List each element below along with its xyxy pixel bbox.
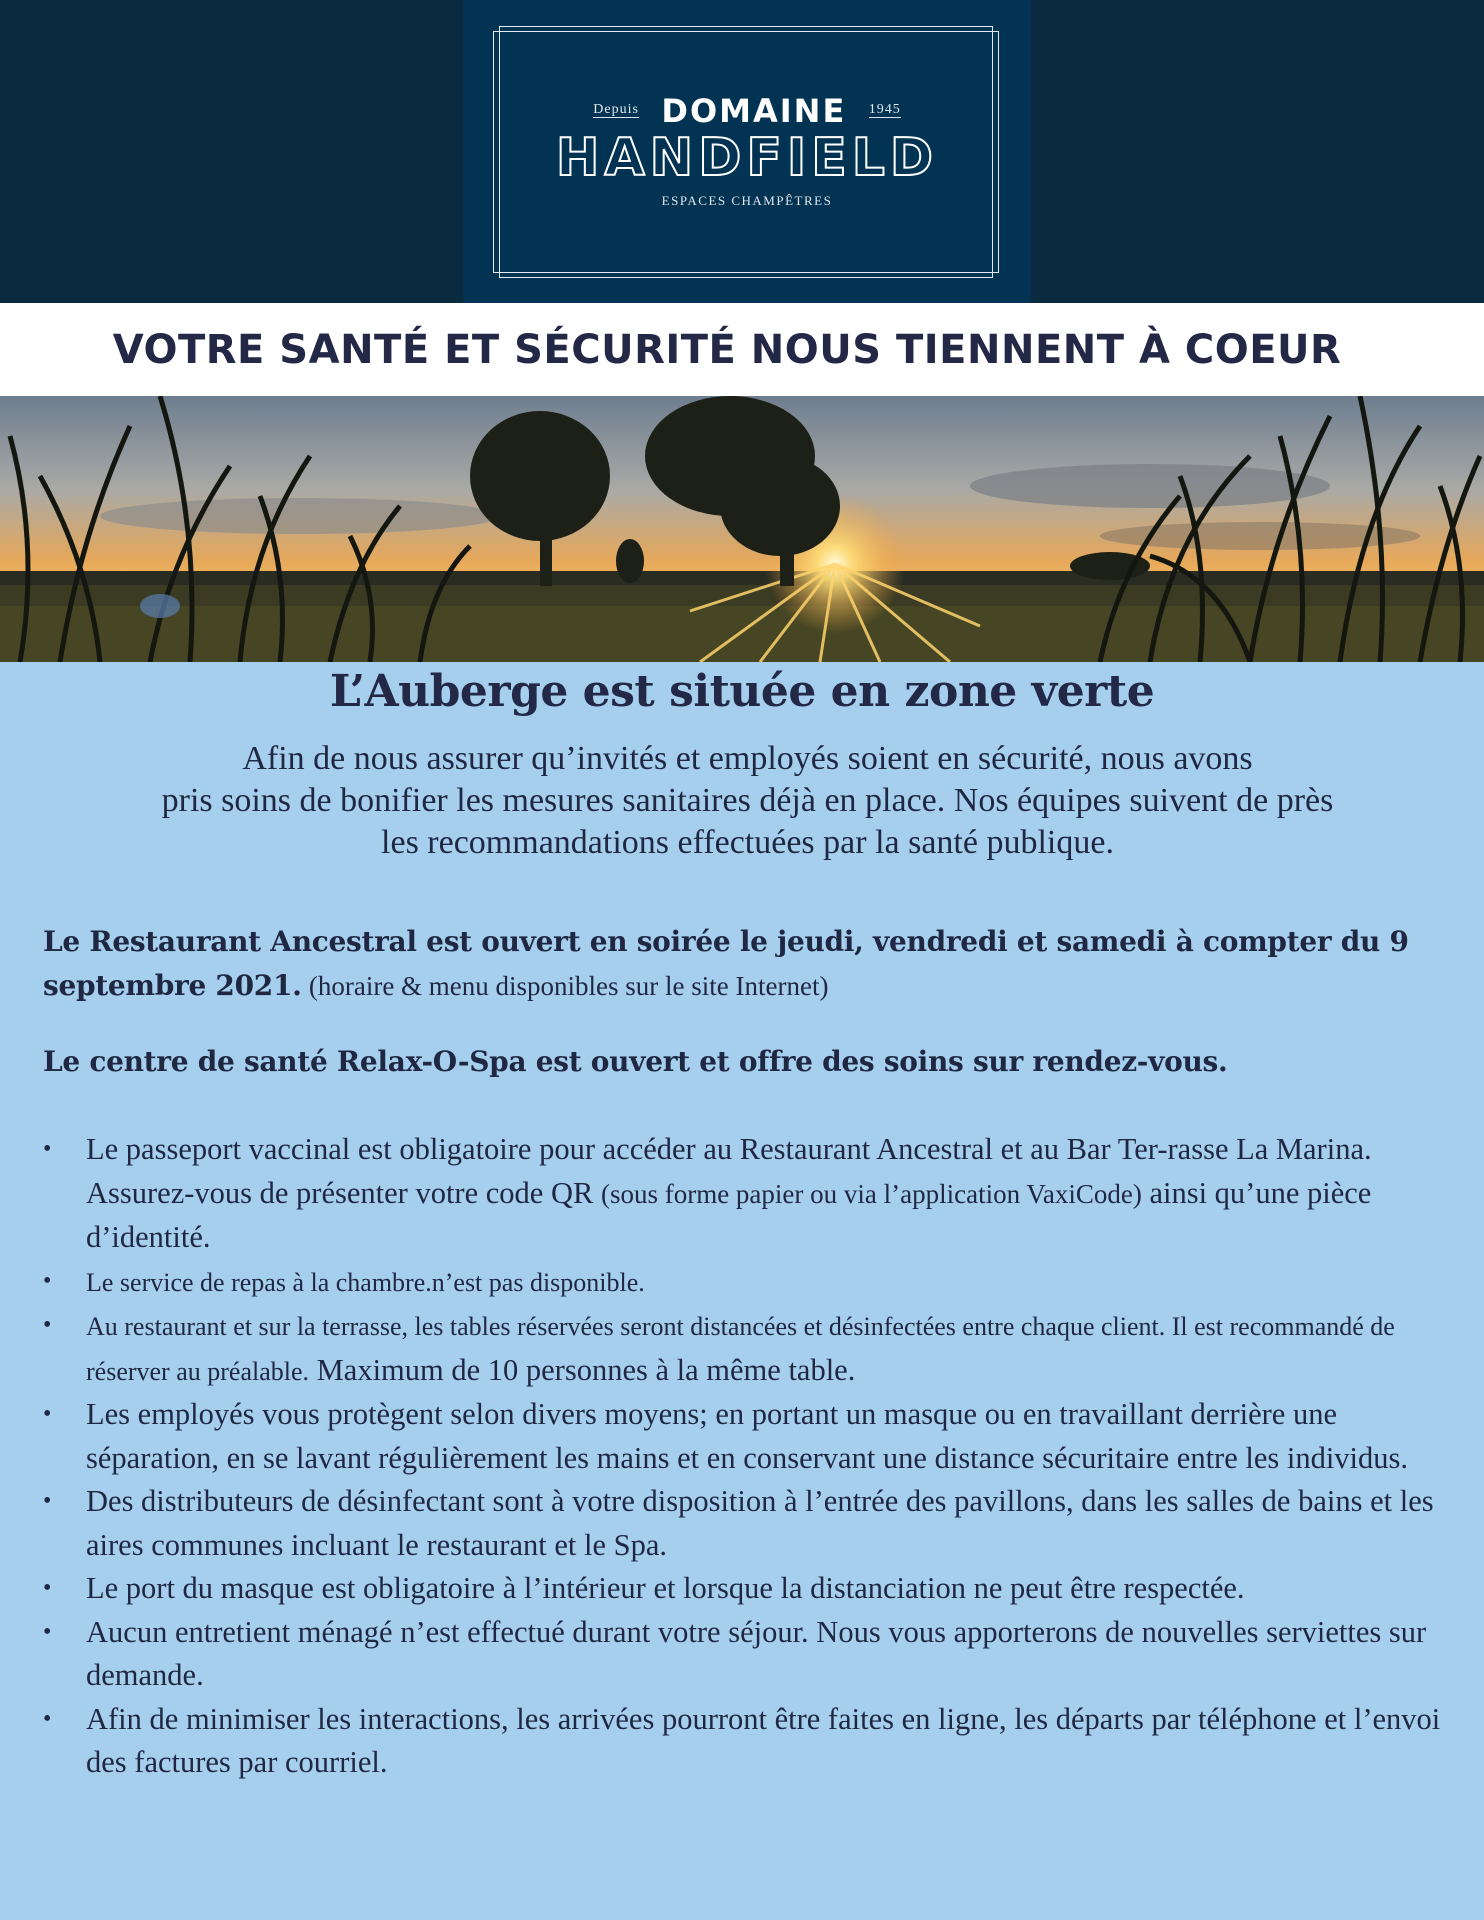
bullet-text: Les employés vous protègent selon divers moyens; en portant un masque ou en travaillant derrière une séparation, en se lavant régulièrement les mains et en conservant une distance sécuritaire entre les individus. [86, 1397, 1409, 1475]
logo-since-label: Depuis [593, 102, 639, 117]
restaurant-hours-text: Le Restaurant Ancestral est ouvert en soirée le jeudi, vendredi et samedi à compter du 9 septembre 2021. [43, 925, 1409, 1002]
bullet-icon: • [43, 1705, 52, 1732]
list-item [43, 1260, 1463, 1305]
list-item [43, 1567, 1463, 1611]
spa-paragraph [43, 1040, 1463, 1084]
bullet-text: Aucun entretient ménagé n’est effectué durant votre séjour. Nous vous apporterons de nouvelles serviettes sur demande. [86, 1614, 1427, 1692]
intro-paragraph [40, 738, 1455, 864]
intro-line-2: pris soins de bonifier les mesures sanitaires déjà en place. Nos équipes suivent de près [161, 782, 1334, 819]
bullet-icon: • [43, 1267, 52, 1294]
section-title: L’Auberge est située en zone verte [329, 666, 1155, 717]
list-item [43, 1393, 1463, 1480]
list-item [43, 1480, 1463, 1567]
bullet-text: Le port du masque est obligatoire à l’intérieur et lorsque la distanciation ne peut être respectée. [86, 1571, 1245, 1605]
bullet-icon: • [43, 1575, 52, 1601]
logo-year: 1945 [868, 102, 901, 117]
intro-line-3: les recommandations effectuées par la santé publique. [381, 824, 1114, 861]
logo-handfield: HANDFIELD [555, 128, 939, 188]
list-item [43, 1698, 1463, 1785]
bullet-icon: • [43, 1401, 52, 1427]
safety-measures-list [43, 1128, 1463, 1785]
bullet-icon: • [43, 1488, 52, 1514]
bullet-text-note: (sous forme papier ou via l’application VaxiCode) [600, 1178, 1142, 1209]
intro-line-1: Afin de nous assurer qu’invités et employés soient en sécurité, nous avons [242, 740, 1253, 777]
list-item [43, 1611, 1463, 1698]
bullet-text: Le service de repas à la chambre.n’est pas disponible. [86, 1267, 645, 1297]
bullet-text: Afin de minimiser les interactions, les arrivées pourront être faites en ligne, les départs par téléphone et l’envoi des factures par courriel. [86, 1701, 1441, 1779]
sunset-field-photo [0, 396, 1484, 662]
list-item [43, 1304, 1463, 1393]
logo-domaine: DOMAINE [661, 92, 847, 130]
bullet-icon: • [43, 1618, 52, 1645]
bullet-text: ainsi qu’une pièce d’identité. [86, 1175, 1372, 1254]
bullet-text: Le passeport vaccinal est obligatoire pour accéder au Restaurant Ancestral et au Bar Ter-rasse La Marina. Assurez-vous de présenter votre code QR [86, 1132, 1372, 1210]
spa-text: Le centre de santé Relax-O-Spa est ouvert et offre des soins sur rendez-vous. [43, 1045, 1228, 1078]
list-item [43, 1128, 1463, 1260]
bullet-text: Des distributeurs de désinfectant sont à votre disposition à l’entrée des pavillons, dans les salles de bains et les aires communes incluant le restaurant et le Spa. [86, 1484, 1434, 1562]
restaurant-note: (horaire & menu disponibles sur le site Internet) [308, 971, 829, 1001]
bullet-icon: • [43, 1312, 52, 1338]
logo-tagline: ESPACES CHAMPÊTRES [661, 193, 833, 208]
restaurant-paragraph [43, 920, 1463, 1008]
bullet-text: Maximum de 10 personnes à la même table. [316, 1352, 856, 1387]
bullet-text: Au restaurant et sur la terrasse, les tables réservées seront distancées et désinfectées entre chaque client. Il est recommandé de réserver au préalable. [86, 1312, 1395, 1386]
bullet-icon: • [43, 1136, 52, 1162]
logo-top-row [463, 92, 1031, 130]
page-title: VOTRE SANTÉ ET SÉCURITÉ NOUS TIENNENT À COEUR [112, 327, 1342, 373]
